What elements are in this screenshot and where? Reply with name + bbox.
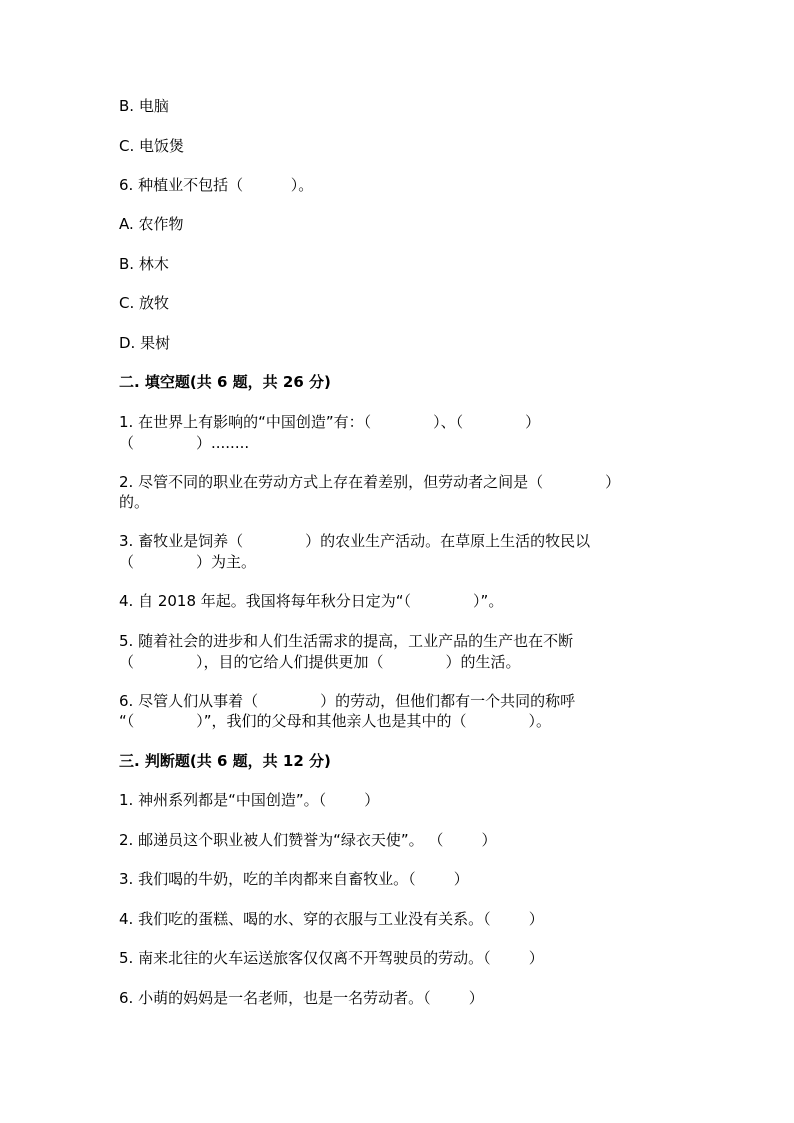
- fill-question-6-line-1: 6. 尽管人们从事着（ ）的劳动，但他们都有一个共同的称呼: [119, 692, 576, 710]
- judge-question-6: 6. 小萌的妈妈是一名老师，也是一名劳动者。（ ）: [119, 989, 484, 1007]
- fill-question-6-line-2: “（ ）”，我们的父母和其他亲人也是其中的（ ）。: [119, 712, 552, 730]
- judge-question-3: 3. 我们喝的牛奶，吃的羊肉都来自畜牧业。（ ）: [119, 870, 469, 888]
- choice-option-a-crops: A. 农作物: [119, 215, 184, 233]
- choice-option-d-fruit-trees: D. 果树: [119, 334, 171, 352]
- fill-question-2-line-1: 2. 尽管不同的职业在劳动方式上存在着差别，但劳动者之间是（ ）: [119, 473, 621, 491]
- choice-option-c-grazing: C. 放牧: [119, 294, 170, 312]
- section-heading-true-false: 三. 判断题(共 6 题，共 12 分): [119, 752, 331, 770]
- judge-question-5: 5. 南来北往的火车运送旅客仅仅离不开驾驶员的劳动。（ ）: [119, 949, 544, 967]
- choice-option-c-rice-cooker: C. 电饭煲: [119, 137, 185, 155]
- choice-option-b-forest: B. 林木: [119, 255, 169, 273]
- question-6-planting: 6. 种植业不包括（ ）。: [119, 176, 314, 194]
- fill-question-1-line-1: 1. 在世界上有影响的“中国创造”有：（ ）、（ ）: [119, 413, 541, 431]
- fill-question-4: 4. 自 2018 年起。我国将每年秋分日定为“（ ）”。: [119, 592, 504, 610]
- fill-question-2-line-2: 的。: [119, 493, 150, 511]
- judge-question-2: 2. 邮递员这个职业被人们赞誉为“绿衣天使”。 （ ）: [119, 831, 497, 849]
- fill-question-3-line-2: （ ）为主。: [119, 553, 256, 571]
- fill-question-1-line-2: （ ）........: [119, 434, 250, 452]
- fill-question-5-line-2: （ ），目的它给人们提供更加（ ）的生活。: [119, 653, 521, 671]
- judge-question-1: 1. 神州系列都是“中国创造”。（ ）: [119, 791, 380, 809]
- section-heading-fill-blank: 二. 填空题(共 6 题，共 26 分): [119, 373, 331, 391]
- fill-question-5-line-1: 5. 随着社会的进步和人们生活需求的提高，工业产品的生产也在不断: [119, 632, 574, 650]
- fill-question-3-line-1: 3. 畜牧业是饲养（ ）的农业生产活动。在草原上生活的牧民以: [119, 532, 591, 550]
- judge-question-4: 4. 我们吃的蛋糕、喝的水、穿的衣服与工业没有关系。（ ）: [119, 910, 544, 928]
- choice-option-b-computer: B. 电脑: [119, 97, 169, 115]
